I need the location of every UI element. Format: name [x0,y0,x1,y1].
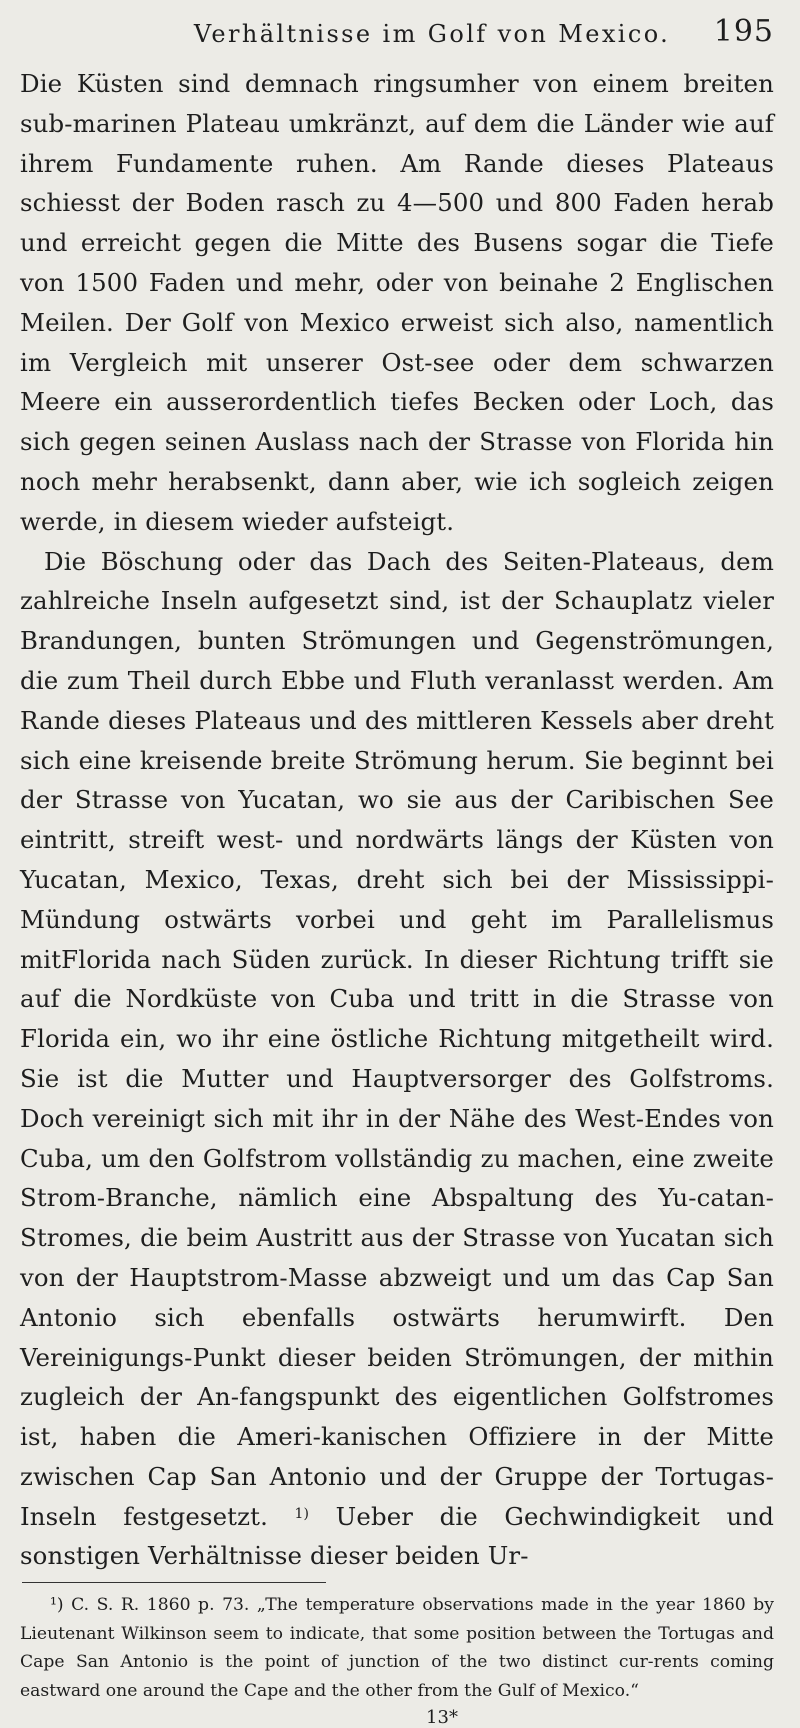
footnote-text: C. S. R. 1860 p. 73. „The temperature observations made in the year 1860 by Lieutenant Wilkinson seem to indicate, that some position between the Tortugas and Cape San Antonio is the point of junction of the two distinct cur-rents coming eastward one around the Cape and the other from the Gulf of Mexico.“ [20,1595,774,1701]
page-number: 195 [713,14,774,49]
signature-mark: 13* [426,1707,458,1728]
paragraph-2 [20,542,774,1577]
footnote-marker: ¹) [50,1595,64,1616]
running-head: Verhältnisse im Golf von Mexico. [193,20,671,48]
paragraph-2-tail: Ueber die Gechwindigkeit und sonstigen Verhältnisse dieser beiden Ur- [20,1501,774,1571]
paragraph-2-text: Die Böschung oder das Dach des Seiten-Plateaus, dem zahlreiche Inseln aufgesetzt sind, ist der Schauplatz vieler Brandungen, bunten Strömungen und Gegenströmungen, die zum Theil durch Ebbe und Fluth veranlasst werden. Am Rande dieses Plateaus und des mittleren Kessels aber dreht sich eine kreisende breite Strömung herum. Sie beginnt bei der Strasse von Yucatan, wo sie aus der Caribischen See eintritt, streift west- und nordwärts längs der Küsten von Yucatan, Mexico, Texas, dreht sich bei der Mississippi-Mündung ostwärts vorbei und geht im Parallelismus mitFlorida nach Süden zurück. In dieser Richtung trifft sie auf die Nordküste von Cuba und tritt in die Strasse von Florida ein, wo ihr eine östliche Richtung mitgetheilt wird. Sie ist die Mutter und Hauptversorger des Golfstroms. Doch vereinigt sich mit ihr in der Nähe des West-Endes von Cuba, um den Golfstrom vollständig zu machen, eine zweite Strom-Branche, nämlich eine Abspaltung des Yu-catan-Stromes, die beim Austritt aus der Strasse von Yucatan sich von der Hauptstrom-Masse abzweigt und um das Cap San Antonio sich ebenfalls ostwärts herumwirft. Den Vereinigungs-Punkt dieser beiden Strömungen, der mithin zugleich der An-fangspunkt des eigentlichen Golfstromes ist, haben die Ameri-kanischen Offiziere in der Mitte zwischen Cap San Antonio und der Gruppe der Tortugas-Inseln festgesetzt. [20,546,774,1531]
page-header [20,14,774,58]
footnote-divider [22,1582,326,1583]
body-text [20,64,774,1576]
paragraph-1: Die Küsten sind demnach ringsumher von einem breiten sub-marinen Plateau umkränzt, auf dem die Länder wie auf ihrem Fundamente ruhen. Am Rande dieses Plateaus schiesst der Boden rasch zu 4—500 und 800 Faden herab und erreicht gegen die Mitte des Busens sogar die Tiefe von 1500 Faden und mehr, oder von beinahe 2 Englischen Meilen. Der Golf von Mexico erweist sich also, namentlich im Vergleich mit unserer Ost-see oder dem schwarzen Meere ein ausserordentlich tiefes Becken oder Loch, das sich gegen seinen Auslass nach der Strasse von Florida hin noch mehr herabsenkt, dann aber, wie ich sogleich zeigen werde, in diesem wieder aufsteigt. [20,69,774,536]
footnote [20,1591,774,1705]
footnote-reference: 1) [294,1505,310,1522]
